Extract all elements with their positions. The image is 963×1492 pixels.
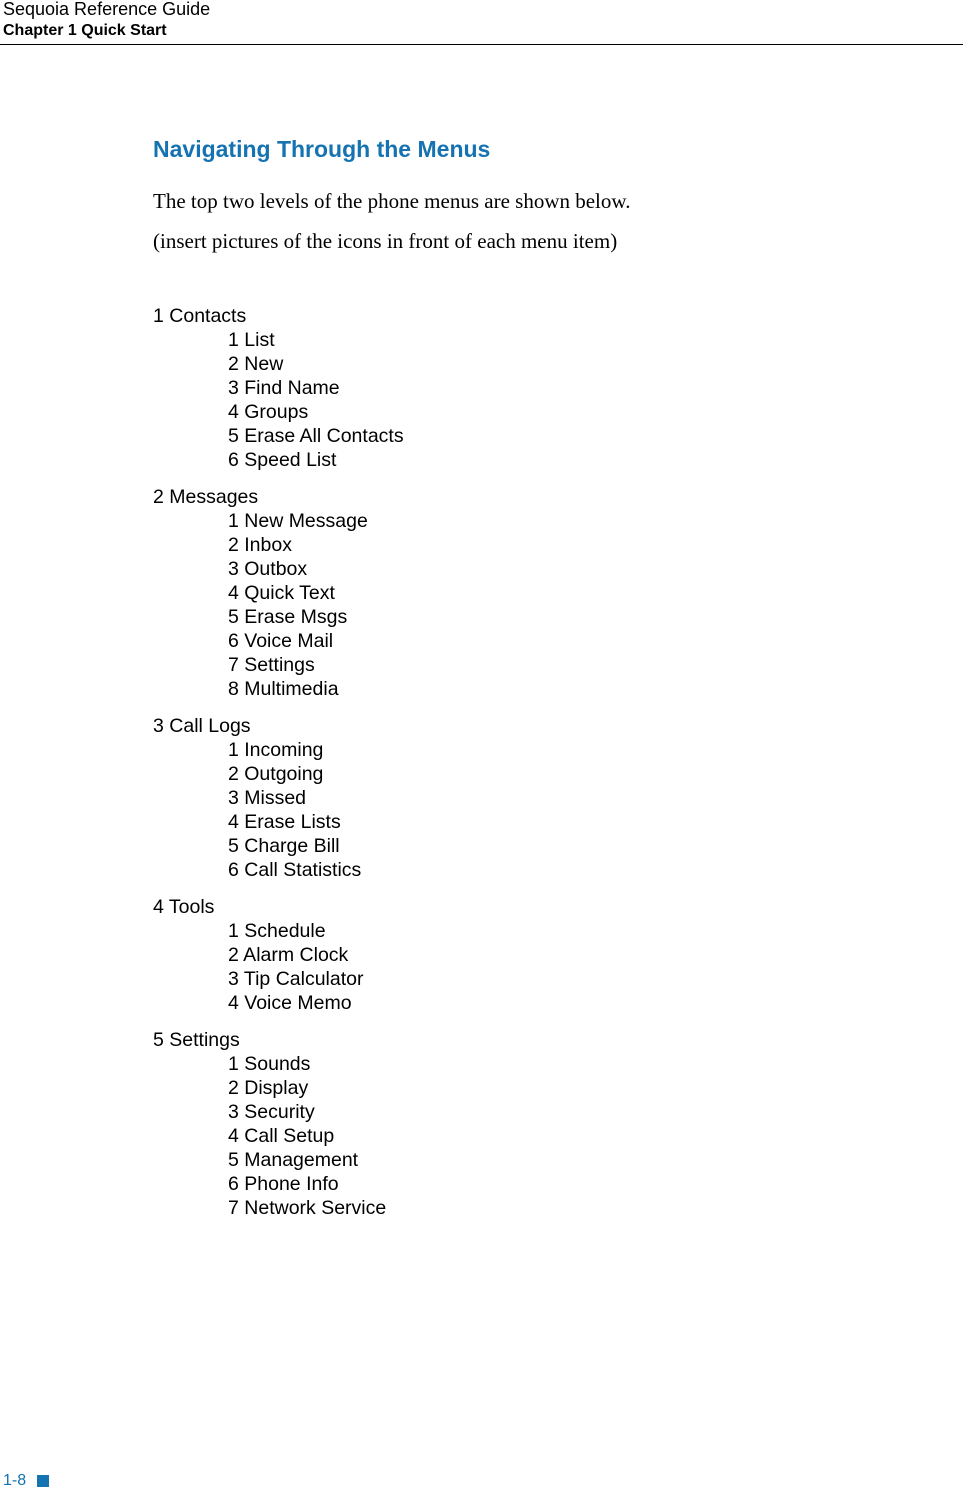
- menu-group: [153, 304, 853, 472]
- submenu-item: 7 Settings: [228, 654, 315, 676]
- submenu-item: 2 New: [228, 353, 284, 375]
- submenu-item: 3 Security: [228, 1101, 315, 1123]
- submenu-item: 2 Alarm Clock: [228, 944, 349, 966]
- submenu-item: 4 Erase Lists: [228, 811, 341, 833]
- menu-group: [153, 895, 853, 1015]
- submenu-item: 4 Groups: [228, 401, 309, 423]
- submenu-item: 1 List: [228, 329, 275, 351]
- submenu-item: 3 Tip Calculator: [228, 968, 364, 990]
- page-footer: [3, 1470, 49, 1492]
- submenu-item: 7 Network Service: [228, 1197, 387, 1219]
- menu-item: 2 Messages: [153, 486, 259, 508]
- menu-item: 4 Tools: [153, 896, 215, 918]
- submenu-item: 2 Inbox: [228, 534, 292, 556]
- menu-tree: [153, 304, 853, 1233]
- section-title: Navigating Through the Menus: [153, 136, 491, 162]
- submenu-item: 6 Speed List: [228, 449, 337, 471]
- document-title: Sequoia Reference Guide: [3, 0, 211, 19]
- submenu-item: 2 Display: [228, 1077, 309, 1099]
- submenu-item: 5 Management: [228, 1149, 359, 1171]
- submenu-item: 4 Call Setup: [228, 1125, 335, 1147]
- submenu-item: 5 Erase Msgs: [228, 606, 348, 628]
- menu-item: 3 Call Logs: [153, 715, 251, 737]
- submenu-item: 5 Erase All Contacts: [228, 425, 404, 447]
- page-marker-square-icon: [37, 1475, 49, 1487]
- menu-group: [153, 485, 853, 701]
- submenu-item: 6 Call Statistics: [228, 859, 362, 881]
- submenu-item: 1 Sounds: [228, 1053, 311, 1075]
- submenu-item: 6 Phone Info: [228, 1173, 339, 1195]
- page-header: [0, 0, 963, 45]
- submenu-item: 4 Voice Memo: [228, 992, 352, 1014]
- chapter-title: Chapter 1 Quick Start: [3, 22, 167, 39]
- submenu-item: 2 Outgoing: [228, 763, 324, 785]
- submenu-item: 3 Find Name: [228, 377, 340, 399]
- submenu-item: 8 Multimedia: [228, 678, 339, 700]
- submenu-item: 6 Voice Mail: [228, 630, 334, 652]
- submenu-item: 1 Incoming: [228, 739, 324, 761]
- menu-item: 1 Contacts: [153, 305, 247, 327]
- submenu-item: 3 Outbox: [228, 558, 308, 580]
- submenu-item: 4 Quick Text: [228, 582, 335, 604]
- menu-group: [153, 714, 853, 882]
- page-number: 1-8: [3, 1472, 27, 1489]
- submenu-item: 3 Missed: [228, 787, 307, 809]
- menu-item: 5 Settings: [153, 1029, 240, 1051]
- submenu-item: 5 Charge Bill: [228, 835, 340, 857]
- submenu-item: 1 New Message: [228, 510, 368, 532]
- placeholder-note: (insert pictures of the icons in front of each menu item): [153, 229, 618, 253]
- submenu-item: 1 Schedule: [228, 920, 326, 942]
- menu-group: [153, 1028, 853, 1220]
- intro-text: The top two levels of the phone menus are shown below.: [153, 189, 631, 213]
